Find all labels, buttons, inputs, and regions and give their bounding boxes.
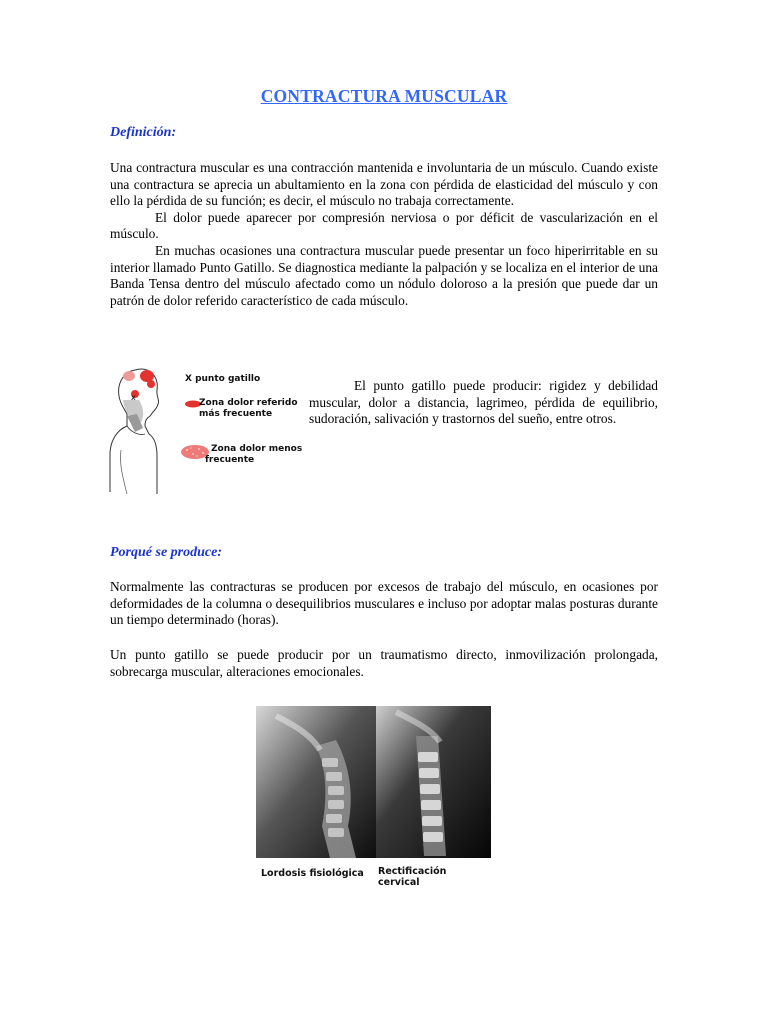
legend-less-frequent-line-1: Zona dolor menos [211,444,303,454]
lordosis-label: Lordosis fisiológica [261,868,364,879]
legend-frequent-line-2: más frecuente [199,409,273,419]
legend-trigger-point: X punto gatillo [185,374,261,384]
definition-paragraph-2: El dolor puede aparecer por compresión nerviosa o por déficit de vascularización en el músculo. [110,209,658,242]
trigger-point-effects: El punto gatillo puede producir: rigidez y debilidad muscular, dolor a distancia, lagrimeo, pérdida de equilibrio, sudoración, salivación y trastornos del sueño, entre otros. [309,378,658,427]
rectification-label: Rectificación cervical [378,866,447,888]
xray-images [256,706,491,888]
definition-paragraph-1: Una contractura muscular es una contracción mantenida e involuntaria de un músculo. Cuando existe una contractura se aprecia un abultamiento en la zona con pérdida de elasticidad del músculo y con ello la pérdida de su función; es decir, el músculo no trabaja correctamente. [110,160,658,209]
xray-pair [256,706,491,858]
page-title: CONTRACTURA MUSCULAR [260,86,508,106]
svg-text:x: x [131,393,136,402]
legend-less-frequent-zone [205,444,303,466]
legend-frequent-zone [199,398,298,420]
definition-heading: Definición: [110,125,177,140]
causes-paragraph-1: Normalmente las contracturas se producen por excesos de trabajo del músculo, en ocasiones por deformidades de la columna o desequilibrios musculares e incluso por adoptar malas posturas durante un tiempo determinado (horas). [110,579,658,628]
definition-paragraph-3: En muchas ocasiones una contractura muscular puede presentar un foco hiperirritable en su interior llamado Punto Gatillo. Se diagnostica mediante la palpación y se localiza en el interior de una Banda Tensa dentro del músculo afectado como un nódulo doloroso a la presión que puede dar un patrón de dolor referido característico de cada músculo. [110,242,658,308]
definition-body [110,160,658,309]
legend-less-frequent-line-2: frecuente [205,455,255,465]
legend-frequent-line-1: Zona dolor referido [199,398,298,408]
causes-heading: Porqué se produce: [110,545,222,560]
causes-paragraph-2: Un punto gatillo se puede producir por un traumatismo directo, inmovilización prolongada, sobrecarga muscular, alteraciones emocionales. [110,647,658,679]
trigger-point-figure [105,360,305,500]
